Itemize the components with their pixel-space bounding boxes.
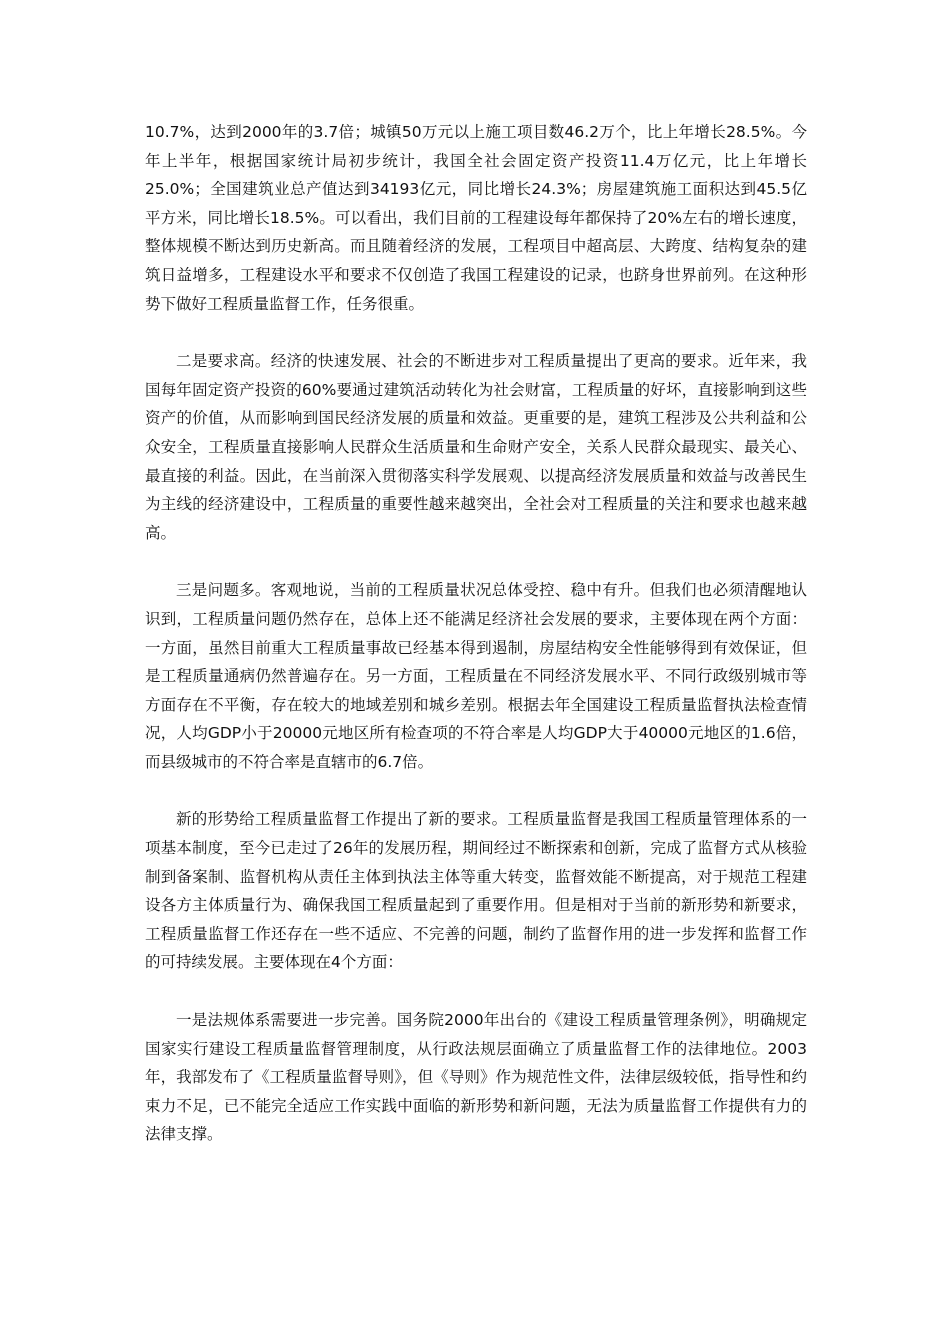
paragraph-requirements-high: 二是要求高。经济的快速发展、社会的不断进步对工程质量提出了更高的要求。近年来，我国每年固定资产投资的60%要通过建筑活动转化为社会财富，工程质量的好坏，直接影响到这些资产的价值，从而影响到国民经济发展的质量和效益。更重要的是，建筑工程涉及公共利益和公众安全，工程质量直接影响人民群众生活质量和生命财产安全，关系人民群众最现实、最关心、最直接的利益。因此，在当前深入贯彻落实科学发展观、以提高经济发展质量和效益与改善民生为主线的经济建设中，工程质量的重要性越来越突出，全社会对工程质量的关注和要求也越来越高。	[145, 352, 807, 542]
document-body	[145, 118, 807, 1178]
paragraph-many-problems: 三是问题多。客观地说，当前的工程质量状况总体受控、稳中有升。但我们也必须清醒地认识到，工程质量问题仍然存在，总体上还不能满足经济社会发展的要求，主要体现在两个方面：一方面，虽然目前重大工程质量事故已经基本得到遏制，房屋结构安全性能够得到有效保证，但是工程质量通病仍然普遍存在。另一方面，工程质量在不同经济发展水平、不同行政级别城市等方面存在不平衡，存在较大的地域差别和城乡差别。根据去年全国建设工程质量监督执法检查情况，人均GDP小于20000元地区所有检查项的不符合率是人均GDP大于40000元地区的1.6倍，而县级城市的不符合率是直辖市的6.7倍。	[145, 581, 807, 771]
paragraph-legal-system: 一是法规体系需要进一步完善。国务院2000年出台的《建设工程质量管理条例》，明确规定国家实行建设工程质量监督管理制度，从行政法规层面确立了质量监督工作的法律地位。2003年，我部发布了《工程质量监督导则》，但《导则》作为规范性文件，法律层级较低，指导性和约束力不足，已不能完全适应工作实践中面临的新形势和新问题，无法为质量监督工作提供有力的法律支撑。	[145, 1011, 807, 1144]
paragraph-new-requirements: 新的形势给工程质量监督工作提出了新的要求。工程质量监督是我国工程质量管理体系的一项基本制度，至今已走过了26年的发展历程，期间经过不断探索和创新，完成了监督方式从核验制到备案制、监督机构从责任主体到执法主体等重大转变，监督效能不断提高，对于规范工程建设各方主体质量行为、确保我国工程质量起到了重要作用。但是相对于当前的新形势和新要求，工程质量监督工作还存在一些不适应、不完善的问题，制约了监督作用的进一步发挥和监督工作的可持续发展。主要体现在4个方面：	[145, 810, 807, 972]
paragraph-continuation: 10.7%，达到2000年的3.7倍；城镇50万元以上施工项目数46.2万个，比上年增长28.5%。今年上半年，根据国家统计局初步统计，我国全社会固定资产投资11.4万亿元，比上年增长25.0%；全国建筑业总产值达到34193亿元，同比增长24.3%；房屋建筑施工面积达到45.5亿平方米，同比增长18.5%。可以看出，我们目前的工程建设每年都保持了20%左右的增长速度，整体规模不断达到历史新高。而且随着经济的发展，工程项目中超高层、大跨度、结构复杂的建筑日益增多，工程建设水平和要求不仅创造了我国工程建设的记录，也跻身世界前列。在这种形势下做好工程质量监督工作，任务很重。	[145, 123, 807, 313]
